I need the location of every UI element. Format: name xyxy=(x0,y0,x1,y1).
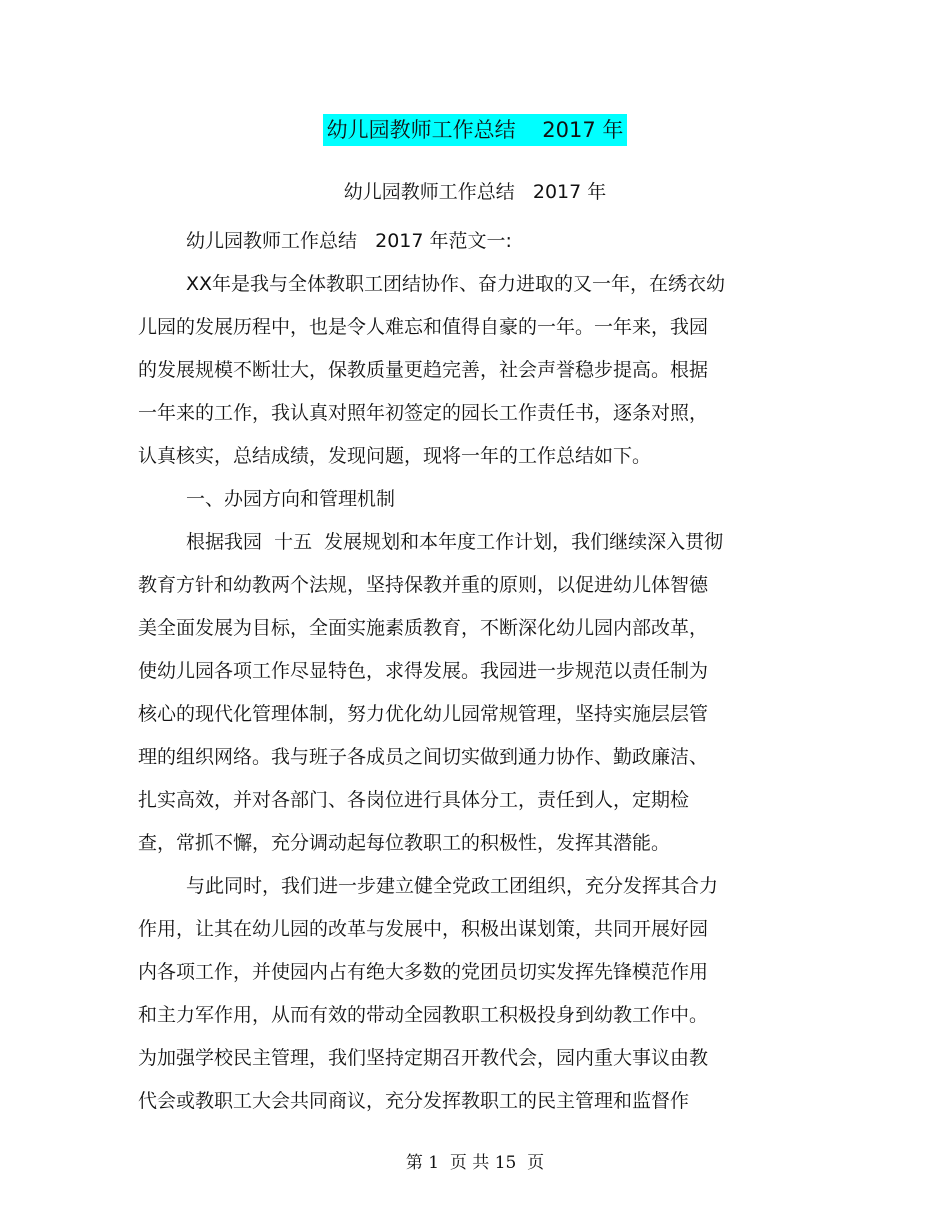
text-line: 使幼儿园各项工作尽显特色，求得发展。我园进一步规范以责任制为 xyxy=(138,660,709,682)
text-line: 美全面发展为目标，全面实施素质教育，不断深化幼儿园内部改革， xyxy=(138,617,709,639)
text-line: XX年是我与全体教职工团结协作、奋力进取的又一年，在绣衣幼 xyxy=(186,273,726,295)
text-line: 与此同时，我们进一步建立健全党政工团组织，充分发挥其合力 xyxy=(186,875,719,897)
title-highlight: 幼儿园教师工作总结 2017 年 xyxy=(323,114,628,146)
text-line: 内各项工作，并使园内占有绝大多数的党团员切实发挥先锋模范作用 xyxy=(138,961,709,983)
text-line: 根据我园 十五 发展规划和本年度工作计划，我们继续深入贯彻 xyxy=(186,531,724,553)
text-line: 一年来的工作，我认真对照年初签定的园长工作责任书，逐条对照， xyxy=(138,402,709,424)
text-line: 理的组织网络。我与班子各成员之间切实做到通力协作、勤政廉洁、 xyxy=(138,746,709,768)
text-line: 核心的现代化管理体制，努力优化幼儿园常规管理，坚持实施层层管 xyxy=(138,703,709,725)
text-line: 一、办园方向和管理机制 xyxy=(186,488,396,510)
document-body xyxy=(138,220,778,1123)
text-line: 幼儿园教师工作总结 2017 年范文一: xyxy=(186,230,512,252)
text-line: 和主力军作用，从而有效的带动全园教职工积极投身到幼教工作中。 xyxy=(138,1004,709,1026)
text-line: 为加强学校民主管理，我们坚持定期召开教代会，园内重大事议由教 xyxy=(138,1047,709,1069)
text-line: 查，常抓不懈，充分调动起每位教职工的积极性，发挥其潜能。 xyxy=(138,832,671,854)
text-line: 代会或教职工大会共同商议，充分发挥教职工的民主管理和监督作 xyxy=(138,1090,690,1112)
page-number-footer: 第 1 页 共 15 页 xyxy=(405,1153,545,1173)
text-line: 的发展规模不断壮大，保教质量更趋完善，社会声誉稳步提高。根据 xyxy=(138,359,709,381)
text-line: 认真核实，总结成绩，发现问题，现将一年的工作总结如下。 xyxy=(138,445,652,467)
document-subtitle: 幼儿园教师工作总结 2017 年 xyxy=(343,181,607,203)
text-line: 扎实高效，并对各部门、各岗位进行具体分工，责任到人，定期检 xyxy=(138,789,690,811)
text-line: 作用，让其在幼儿园的改革与发展中，积极出谋划策，共同开展好园 xyxy=(138,918,709,940)
text-line: 儿园的发展历程中，也是令人难忘和值得自豪的一年。一年来，我园 xyxy=(138,316,709,338)
document-title xyxy=(0,114,950,146)
text-line: 教育方针和幼教两个法规，坚持保教并重的原则，以促进幼儿体智德 xyxy=(138,574,709,596)
